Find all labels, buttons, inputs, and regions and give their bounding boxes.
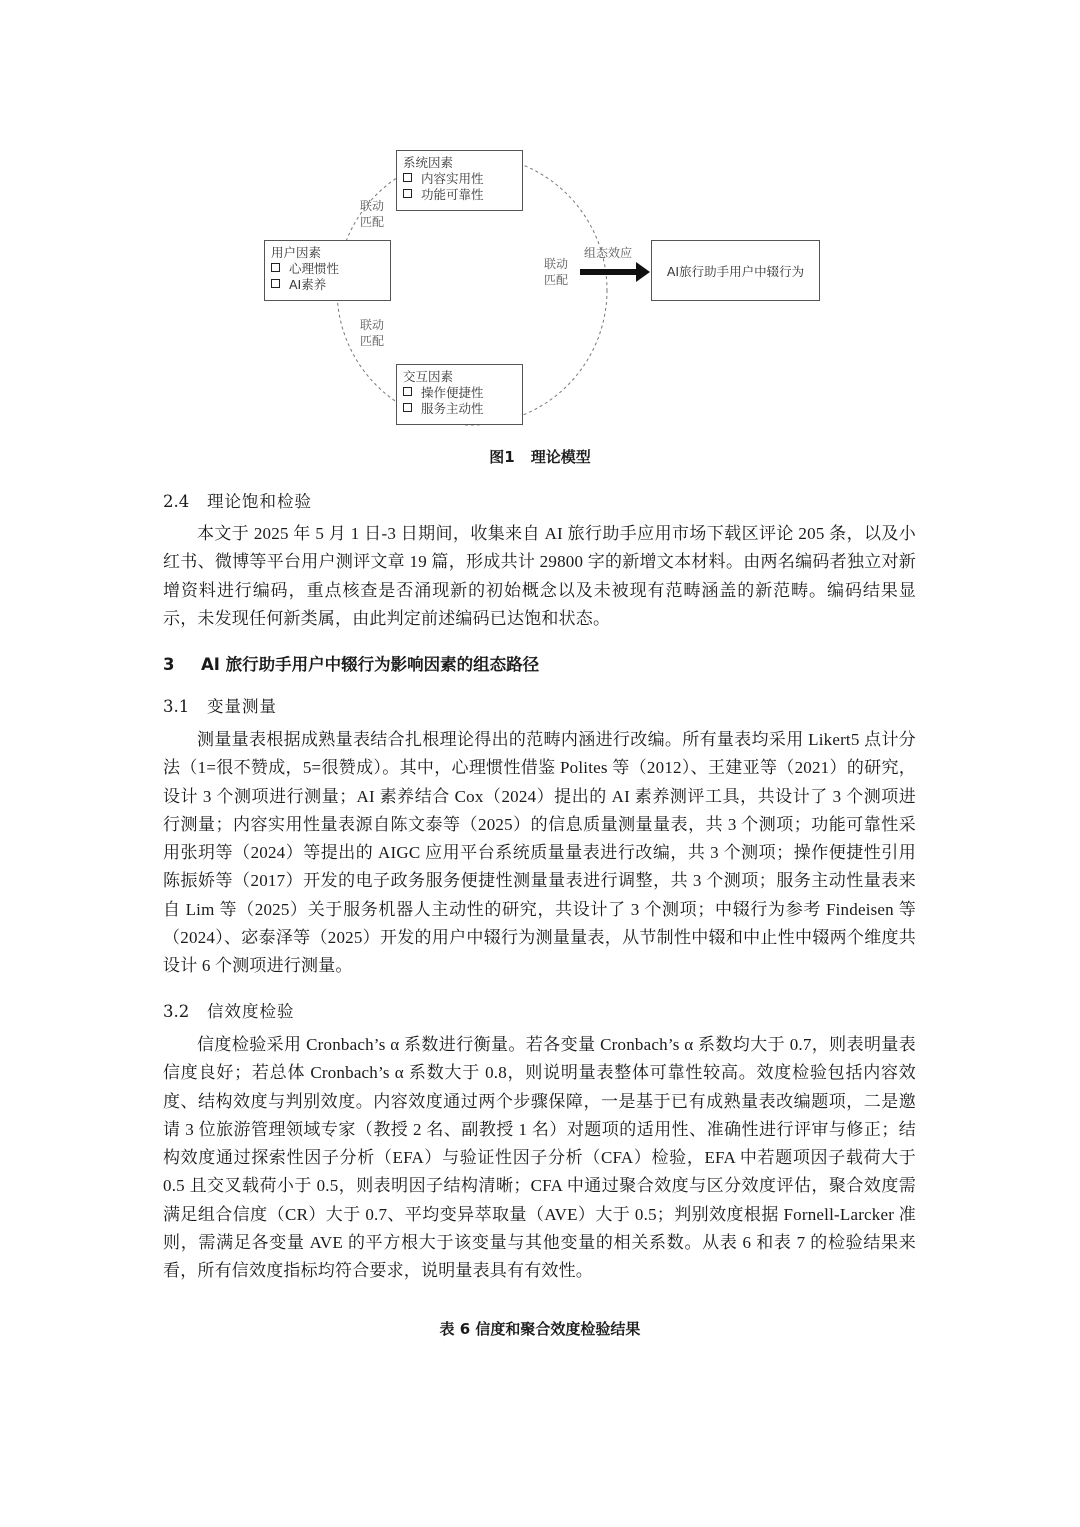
interaction-factors-box — [396, 364, 523, 425]
link-label-right: 联动 匹配 — [544, 257, 569, 287]
checkbox-icon — [403, 403, 412, 412]
section-number: 2.4 — [163, 492, 190, 511]
user-factors-box — [264, 240, 391, 301]
user-factor-item: 心理惯性 — [289, 261, 340, 276]
section-3-1-heading — [163, 693, 277, 717]
section-title: 信效度检验 — [207, 1002, 295, 1021]
section-3-2-paragraph: 信度检验采用 Cronbach’s α 系数进行衡量。若各变量 Cronbach’s α 系数均大于 0.7，则表明量表信度良好；若总体 Cronbach’s α 系数大于 0.8，则说明量表整体可靠性较高。效度检验包括内容效度、结构效度与判别效度。内容效度通过两个步骤保障，一是基于已有成熟量表改编题项，二是邀请 3 位旅游管理领域专家（教授 2 名、副教授 1 名）对题项的适用性、准确性进行评审与修正；结构效度通过探索性因子分析（EFA）与验证性因子分析（CFA）检验，EFA 中若题项因子载荷大于 0.5 且交叉载荷小于 0.5，则表明因子结构清晰；CFA 中通过聚合效度与区分效度评估，聚合效度需满足组合信度（CR）大于 0.7、平均变异萃取量（AVE）大于 0.5；判别效度根据 Fornell-Larcker 准则，需满足各变量 AVE 的平方根大于该变量与其他变量的相关系数。从表 6 和表 7 的检验结果来看，所有信效度指标均符合要求，说明量表具有有效性。 — [163, 1035, 916, 1281]
interaction-factor-item: 操作便捷性 — [421, 385, 484, 400]
system-factors-box — [396, 150, 523, 211]
effect-arrow-shaft — [580, 269, 638, 275]
section-number: 3.1 — [163, 697, 190, 716]
link-label-top-left: 联动 匹配 — [360, 199, 385, 229]
checkbox-icon — [403, 189, 412, 198]
section-title: 理论饱和检验 — [207, 492, 312, 511]
checkbox-icon — [403, 387, 412, 396]
effect-label: 组态效应 — [584, 246, 633, 260]
figure-caption-number: 图1 — [489, 448, 515, 466]
checkbox-icon — [271, 263, 280, 272]
system-factors-title: 系统因素 — [403, 155, 454, 170]
interaction-factor-item: 服务主动性 — [421, 401, 484, 416]
table-6-caption: 表 6 信度和聚合效度检验结果 — [439, 1320, 641, 1338]
section-title: 变量测量 — [207, 697, 277, 716]
figure-caption-title: 理论模型 — [530, 448, 591, 466]
link-label-bottom-left: 联动 匹配 — [360, 318, 385, 348]
effect-arrow-head — [636, 262, 650, 282]
user-factor-item: AI素养 — [289, 277, 327, 292]
section-number: 3 — [163, 655, 175, 674]
section-2-4-heading — [163, 488, 312, 512]
section-3-1-paragraph: 测量量表根据成熟量表结合扎根理论得出的范畴内涵进行改编。所有量表均采用 Likert5 点计分法（1=很不赞成，5=很赞成）。其中，心理惯性借鉴 Polites 等（2012）、王建亚等（2021）的研究，设计 3 个测项进行测量；AI 素养结合 Cox（2024）提出的 AI 素养测评工具，共设计了 3 个测项进行测量；内容实用性量表源自陈文泰等（2025）的信息质量测量量表，共 3 个测项；功能可靠性采用张玥等（2024）等提出的 AIGC 应用平台系统质量量表进行改编，共 3 个测项；操作便捷性引用陈振娇等（2017）开发的电子政务服务便捷性测量量表进行调整，共 3 个测项；服务主动性量表来自 Lim 等（2025）关于服务机器人主动性的研究，共设计了 3 个测项；中辍行为参考 Findeisen 等（2024）、宓泰泽等（2025）开发的用户中辍行为测量量表，从节制性中辍和中止性中辍两个维度共设计 6 个测项进行测量。 — [163, 730, 916, 976]
theory-model-figure — [262, 145, 822, 430]
section-2-4-paragraph: 本文于 2025 年 5 月 1 日-3 日期间，收集来自 AI 旅行助手应用市场下载区评论 205 条，以及小红书、微博等平台用户测评文章 19 篇，形成共计 29800 字的新增文本材料。由两名编码者独立对新增资料进行编码，重点核查是否涌现新的初始概念以及未被现有范畴涵盖的新范畴。编码结果显示，未发现任何新类属，由此判定前述编码已达饱和状态。 — [163, 524, 916, 628]
section-3-heading — [163, 651, 539, 675]
result-box: AI旅行助手用户中辍行为 — [651, 240, 820, 301]
section-title: AI 旅行助手用户中辍行为影响因素的组态路径 — [201, 655, 540, 674]
section-3-2-heading — [163, 998, 295, 1022]
system-factor-item: 内容实用性 — [421, 171, 484, 186]
checkbox-icon — [271, 279, 280, 288]
checkbox-icon — [403, 173, 412, 182]
figure-caption — [0, 446, 1080, 467]
interaction-factors-title: 交互因素 — [403, 369, 454, 384]
section-number: 3.2 — [163, 1002, 190, 1021]
system-factor-item: 功能可靠性 — [421, 187, 484, 202]
user-factors-title: 用户因素 — [271, 245, 322, 260]
